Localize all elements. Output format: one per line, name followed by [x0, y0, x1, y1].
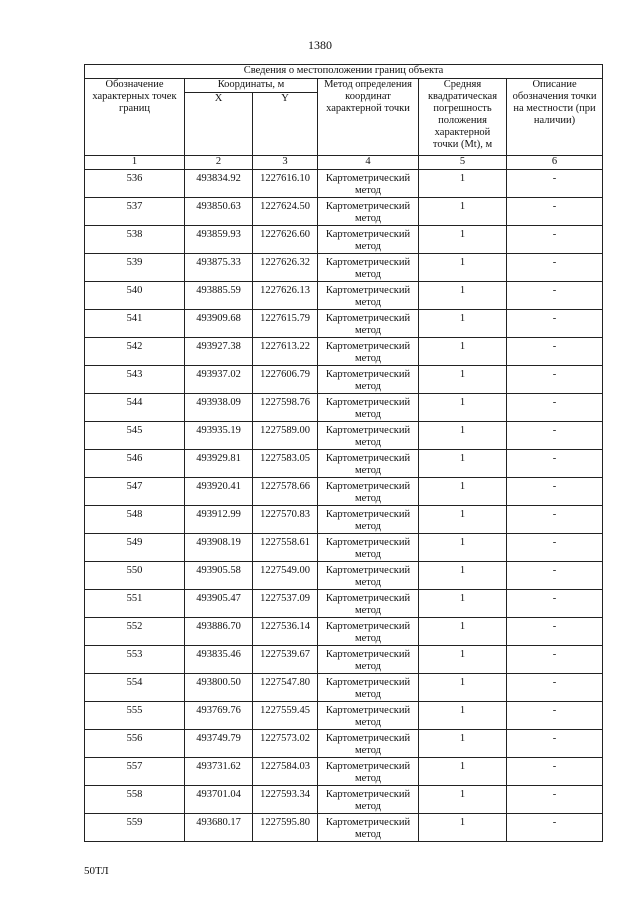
header-designation: Обозначение характерных точек границ — [85, 79, 185, 156]
description-cell: - — [507, 730, 603, 758]
point-cell: 545 — [85, 422, 185, 450]
mt-cell: 1 — [419, 170, 507, 198]
method-cell — [318, 814, 419, 842]
method-cell — [318, 758, 419, 786]
x-cell: 493835.46 — [185, 646, 253, 674]
method-line1: Картометрический — [325, 201, 411, 212]
x-cell: 493929.81 — [185, 450, 253, 478]
description-cell: - — [507, 534, 603, 562]
mt-cell: 1 — [419, 254, 507, 282]
mt-cell: 1 — [419, 506, 507, 534]
y-cell: 1227547.80 — [253, 674, 318, 702]
table-row — [85, 758, 603, 786]
table-row — [85, 562, 603, 590]
description-cell: - — [507, 282, 603, 310]
description-cell: - — [507, 198, 603, 226]
description-cell: - — [507, 590, 603, 618]
x-cell: 493912.99 — [185, 506, 253, 534]
mt-cell: 1 — [419, 310, 507, 338]
table-row — [85, 506, 603, 534]
method-line1: Картометрический — [325, 425, 411, 436]
point-cell: 540 — [85, 282, 185, 310]
description-cell: - — [507, 758, 603, 786]
header-x: X — [185, 93, 253, 156]
boundary-coordinates-table — [84, 64, 603, 842]
x-cell: 493905.47 — [185, 590, 253, 618]
mt-cell: 1 — [419, 478, 507, 506]
x-cell: 493937.02 — [185, 366, 253, 394]
method-line2: метод — [354, 801, 382, 812]
mt-cell: 1 — [419, 646, 507, 674]
method-cell — [318, 254, 419, 282]
y-cell: 1227606.79 — [253, 366, 318, 394]
point-cell: 558 — [85, 786, 185, 814]
method-line2: метод — [354, 241, 382, 252]
table-row — [85, 394, 603, 422]
method-cell — [318, 534, 419, 562]
method-line2: метод — [354, 521, 382, 532]
method-line2: метод — [354, 577, 382, 588]
table-row — [85, 730, 603, 758]
method-cell — [318, 338, 419, 366]
x-cell: 493859.93 — [185, 226, 253, 254]
point-cell: 556 — [85, 730, 185, 758]
table-row — [85, 646, 603, 674]
method-line2: метод — [354, 325, 382, 336]
method-cell — [318, 590, 419, 618]
method-cell — [318, 282, 419, 310]
y-cell: 1227616.10 — [253, 170, 318, 198]
method-cell — [318, 646, 419, 674]
description-cell: - — [507, 338, 603, 366]
method-cell — [318, 702, 419, 730]
method-line1: Картометрический — [325, 649, 411, 660]
point-cell: 555 — [85, 702, 185, 730]
y-cell: 1227578.66 — [253, 478, 318, 506]
header-coordinates: Координаты, м — [185, 79, 318, 93]
y-cell: 1227626.60 — [253, 226, 318, 254]
mt-cell: 1 — [419, 590, 507, 618]
point-cell: 539 — [85, 254, 185, 282]
method-cell — [318, 226, 419, 254]
point-cell: 557 — [85, 758, 185, 786]
header-error: Средняя квадратическая погрешность положения характерной точки (Mt), м — [419, 79, 507, 156]
y-cell: 1227570.83 — [253, 506, 318, 534]
description-cell: - — [507, 506, 603, 534]
mt-cell: 1 — [419, 450, 507, 478]
method-line2: метод — [354, 437, 382, 448]
table-row — [85, 590, 603, 618]
method-line1: Картометрический — [325, 453, 411, 464]
table-row — [85, 226, 603, 254]
y-cell: 1227615.79 — [253, 310, 318, 338]
description-cell: - — [507, 254, 603, 282]
method-cell — [318, 674, 419, 702]
x-cell: 493850.63 — [185, 198, 253, 226]
mt-cell: 1 — [419, 534, 507, 562]
mt-cell: 1 — [419, 758, 507, 786]
header-description: Описание обозначения точки на местности (при наличии) — [507, 79, 603, 156]
point-cell: 559 — [85, 814, 185, 842]
description-cell: - — [507, 226, 603, 254]
point-cell: 549 — [85, 534, 185, 562]
method-line2: метод — [354, 353, 382, 364]
method-line2: метод — [354, 269, 382, 280]
description-cell: - — [507, 646, 603, 674]
x-cell: 493834.92 — [185, 170, 253, 198]
point-cell: 547 — [85, 478, 185, 506]
table-row — [85, 366, 603, 394]
method-line1: Картометрический — [325, 705, 411, 716]
point-cell: 541 — [85, 310, 185, 338]
y-cell: 1227595.80 — [253, 814, 318, 842]
mt-cell: 1 — [419, 562, 507, 590]
mt-cell: 1 — [419, 226, 507, 254]
point-cell: 550 — [85, 562, 185, 590]
x-cell: 493875.33 — [185, 254, 253, 282]
method-line2: метод — [354, 717, 382, 728]
method-line2: метод — [354, 493, 382, 504]
point-cell: 538 — [85, 226, 185, 254]
table-row — [85, 814, 603, 842]
method-cell — [318, 170, 419, 198]
method-line2: метод — [354, 689, 382, 700]
column-number: 6 — [507, 156, 603, 170]
method-line1: Картометрический — [325, 229, 411, 240]
description-cell: - — [507, 814, 603, 842]
x-cell: 493886.70 — [185, 618, 253, 646]
method-line2: метод — [354, 297, 382, 308]
header-method: Метод определения координат характерной точки — [318, 79, 419, 156]
y-cell: 1227593.34 — [253, 786, 318, 814]
column-number: 1 — [85, 156, 185, 170]
x-cell: 493680.17 — [185, 814, 253, 842]
x-cell: 493885.59 — [185, 282, 253, 310]
method-line1: Картометрический — [325, 369, 411, 380]
method-line1: Картометрический — [325, 593, 411, 604]
table-row — [85, 450, 603, 478]
point-cell: 548 — [85, 506, 185, 534]
mt-cell: 1 — [419, 786, 507, 814]
table-row — [85, 674, 603, 702]
method-cell — [318, 478, 419, 506]
point-cell: 552 — [85, 618, 185, 646]
description-cell: - — [507, 422, 603, 450]
point-cell: 537 — [85, 198, 185, 226]
x-cell: 493908.19 — [185, 534, 253, 562]
method-line2: метод — [354, 633, 382, 644]
y-cell: 1227559.45 — [253, 702, 318, 730]
y-cell: 1227624.50 — [253, 198, 318, 226]
mt-cell: 1 — [419, 198, 507, 226]
method-cell — [318, 422, 419, 450]
y-cell: 1227626.32 — [253, 254, 318, 282]
mt-cell: 1 — [419, 338, 507, 366]
method-line1: Картометрический — [325, 313, 411, 324]
description-cell: - — [507, 618, 603, 646]
method-line2: метод — [354, 661, 382, 672]
column-number: 5 — [419, 156, 507, 170]
description-cell: - — [507, 702, 603, 730]
point-cell: 536 — [85, 170, 185, 198]
y-cell: 1227626.13 — [253, 282, 318, 310]
column-number: 3 — [253, 156, 318, 170]
table-row — [85, 786, 603, 814]
y-cell: 1227583.05 — [253, 450, 318, 478]
description-cell: - — [507, 674, 603, 702]
method-line2: метод — [354, 213, 382, 224]
method-cell — [318, 394, 419, 422]
method-cell — [318, 366, 419, 394]
description-cell: - — [507, 366, 603, 394]
x-cell: 493938.09 — [185, 394, 253, 422]
method-line2: метод — [354, 185, 382, 196]
column-number: 2 — [185, 156, 253, 170]
method-line2: метод — [354, 381, 382, 392]
mt-cell: 1 — [419, 422, 507, 450]
y-cell: 1227589.00 — [253, 422, 318, 450]
table-row — [85, 198, 603, 226]
x-cell: 493927.38 — [185, 338, 253, 366]
y-cell: 1227613.22 — [253, 338, 318, 366]
y-cell: 1227536.14 — [253, 618, 318, 646]
point-cell: 542 — [85, 338, 185, 366]
method-line1: Картометрический — [325, 509, 411, 520]
column-number: 4 — [318, 156, 419, 170]
description-cell: - — [507, 394, 603, 422]
method-line1: Картометрический — [325, 677, 411, 688]
y-cell: 1227558.61 — [253, 534, 318, 562]
method-line1: Картометрический — [325, 397, 411, 408]
method-line1: Картометрический — [325, 341, 411, 352]
table-row — [85, 254, 603, 282]
mt-cell: 1 — [419, 366, 507, 394]
y-cell: 1227598.76 — [253, 394, 318, 422]
footer-code: 50ТЛ — [84, 865, 109, 877]
table-row — [85, 282, 603, 310]
mt-cell: 1 — [419, 730, 507, 758]
description-cell: - — [507, 170, 603, 198]
method-line2: метод — [354, 829, 382, 840]
method-cell — [318, 786, 419, 814]
point-cell: 553 — [85, 646, 185, 674]
method-line2: метод — [354, 465, 382, 476]
method-line1: Картометрический — [325, 481, 411, 492]
method-line2: метод — [354, 549, 382, 560]
description-cell: - — [507, 786, 603, 814]
y-cell: 1227537.09 — [253, 590, 318, 618]
description-cell: - — [507, 562, 603, 590]
page-number: 1380 — [308, 38, 332, 52]
method-line1: Картометрический — [325, 537, 411, 548]
method-line1: Картометрический — [325, 621, 411, 632]
mt-cell: 1 — [419, 674, 507, 702]
description-cell: - — [507, 310, 603, 338]
table-title: Сведения о местоположении границ объекта — [85, 65, 603, 79]
mt-cell: 1 — [419, 702, 507, 730]
point-cell: 546 — [85, 450, 185, 478]
x-cell: 493920.41 — [185, 478, 253, 506]
x-cell: 493769.76 — [185, 702, 253, 730]
method-line1: Картометрический — [325, 257, 411, 268]
x-cell: 493935.19 — [185, 422, 253, 450]
method-cell — [318, 450, 419, 478]
x-cell: 493800.50 — [185, 674, 253, 702]
table-row — [85, 310, 603, 338]
mt-cell: 1 — [419, 618, 507, 646]
point-cell: 551 — [85, 590, 185, 618]
table-row — [85, 422, 603, 450]
method-cell — [318, 562, 419, 590]
table-row — [85, 338, 603, 366]
table-row — [85, 170, 603, 198]
point-cell: 544 — [85, 394, 185, 422]
table-row — [85, 478, 603, 506]
y-cell: 1227549.00 — [253, 562, 318, 590]
header-y: Y — [253, 93, 318, 156]
method-line2: метод — [354, 409, 382, 420]
method-line1: Картометрический — [325, 173, 411, 184]
method-line1: Картометрический — [325, 761, 411, 772]
method-line2: метод — [354, 605, 382, 616]
y-cell: 1227539.67 — [253, 646, 318, 674]
method-cell — [318, 618, 419, 646]
table-row — [85, 702, 603, 730]
mt-cell: 1 — [419, 282, 507, 310]
method-cell — [318, 730, 419, 758]
x-cell: 493749.79 — [185, 730, 253, 758]
description-cell: - — [507, 478, 603, 506]
method-line1: Картометрический — [325, 565, 411, 576]
method-line1: Картометрический — [325, 285, 411, 296]
table-row — [85, 534, 603, 562]
table-row — [85, 618, 603, 646]
method-cell — [318, 310, 419, 338]
point-cell: 543 — [85, 366, 185, 394]
method-cell — [318, 198, 419, 226]
method-line1: Картометрический — [325, 817, 411, 828]
method-line2: метод — [354, 745, 382, 756]
method-line1: Картометрический — [325, 733, 411, 744]
mt-cell: 1 — [419, 394, 507, 422]
mt-cell: 1 — [419, 814, 507, 842]
y-cell: 1227584.03 — [253, 758, 318, 786]
x-cell: 493731.62 — [185, 758, 253, 786]
x-cell: 493701.04 — [185, 786, 253, 814]
description-cell: - — [507, 450, 603, 478]
method-cell — [318, 506, 419, 534]
x-cell: 493905.58 — [185, 562, 253, 590]
x-cell: 493909.68 — [185, 310, 253, 338]
point-cell: 554 — [85, 674, 185, 702]
method-line2: метод — [354, 773, 382, 784]
method-line1: Картометрический — [325, 789, 411, 800]
y-cell: 1227573.02 — [253, 730, 318, 758]
